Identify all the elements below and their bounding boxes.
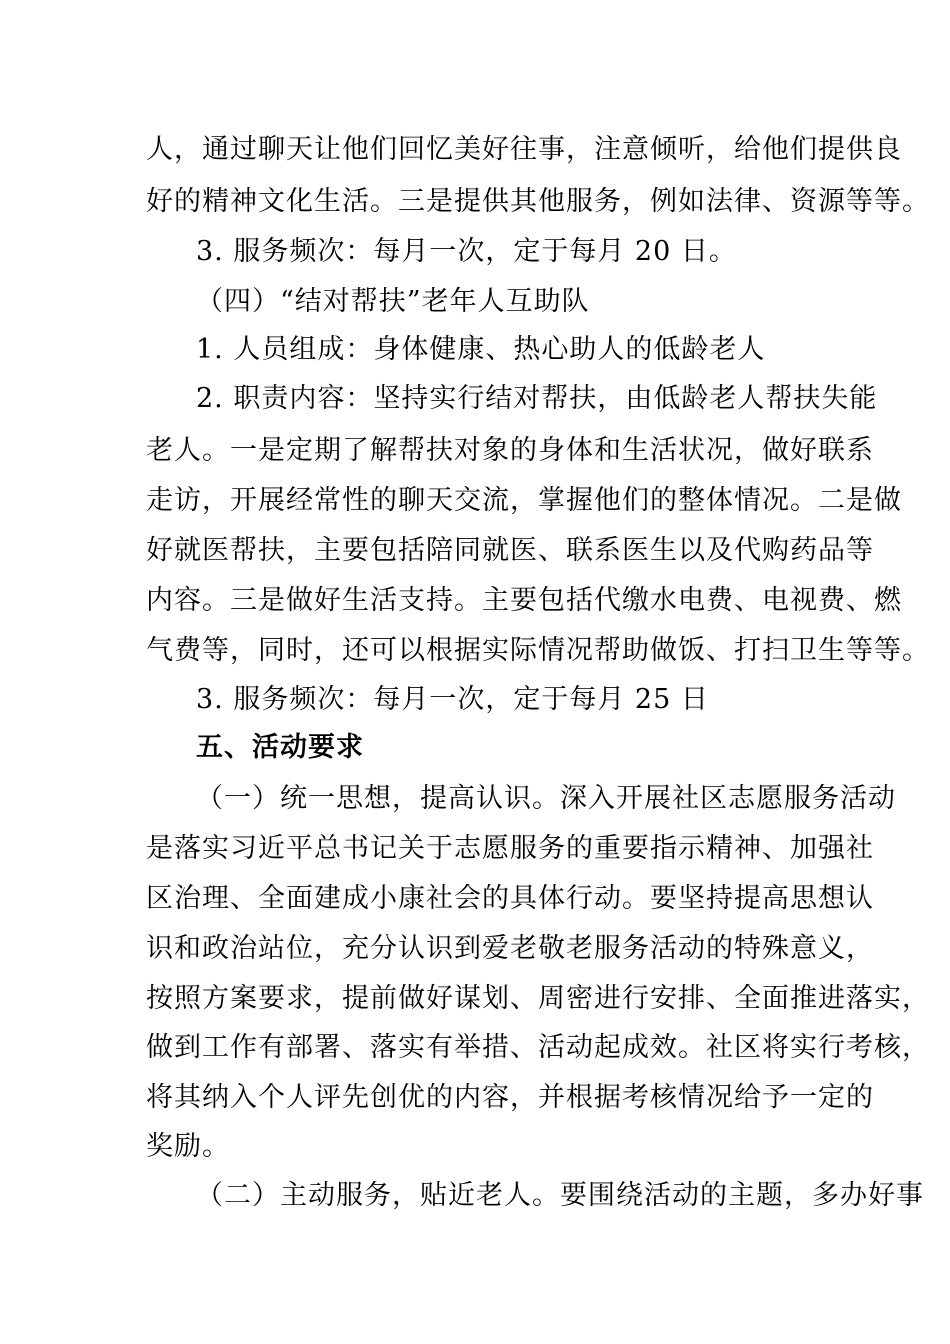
paragraph-line: 将其纳入个人评先创优的内容，并根据考核情况给予一定的 <box>146 1082 874 1113</box>
paragraph-line: 老人。一是定期了解帮扶对象的身体和生活状况，做好联系 <box>146 435 874 466</box>
paragraph-line: 人，通过聊天让他们回忆美好往事，注意倾听，给他们提供良 <box>146 134 902 165</box>
paragraph-line: 3. 服务频次：每月一次，定于每月 20 日。 <box>196 236 737 267</box>
paragraph-line: 识和政治站位，充分认识到爱老敬老服务活动的特殊意义， <box>146 933 874 964</box>
paragraph-line: 内容。三是做好生活支持。主要包括代缴水电费、电视费、燃 <box>146 585 902 616</box>
section-heading: 五、活动要求 <box>196 732 364 763</box>
paragraph-line: 区治理、全面建成小康社会的具体行动。要坚持提高思想认 <box>146 883 874 914</box>
paragraph-line: 走访，开展经常性的聊天交流，掌握他们的整体情况。二是做 <box>146 485 902 516</box>
paragraph-line: 奖励。 <box>146 1131 230 1162</box>
paragraph-line: 3. 服务频次：每月一次，定于每月 25 日 <box>196 684 709 715</box>
paragraph-line: 好就医帮扶，主要包括陪同就医、联系医生以及代购药品等 <box>146 535 874 566</box>
section-heading: （四）“结对帮扶”老年人互助队 <box>196 286 590 317</box>
paragraph-line: 气费等，同时，还可以根据实际情况帮助做饭、打扫卫生等等。 <box>146 635 930 666</box>
paragraph-line: 2. 职责内容：坚持实行结对帮扶，由低龄老人帮扶失能 <box>196 383 878 414</box>
paragraph-line: 是落实习近平总书记关于志愿服务的重要指示精神、加强社 <box>146 833 874 864</box>
paragraph-line: （一）统一思想，提高认识。深入开展社区志愿服务活动 <box>196 783 896 814</box>
paragraph-line: 做到工作有部署、落实有举措、活动起成效。社区将实行考核， <box>146 1032 930 1063</box>
paragraph-line: 按照方案要求，提前做好谋划、周密进行安排、全面推进落实， <box>146 983 930 1014</box>
paragraph-line: 1. 人员组成：身体健康、热心助人的低龄老人 <box>196 334 766 365</box>
paragraph-line: （二）主动服务，贴近老人。要围绕活动的主题，多办好事 <box>196 1180 924 1211</box>
paragraph-line: 好的精神文化生活。三是提供其他服务，例如法律、资源等等。 <box>146 186 930 217</box>
